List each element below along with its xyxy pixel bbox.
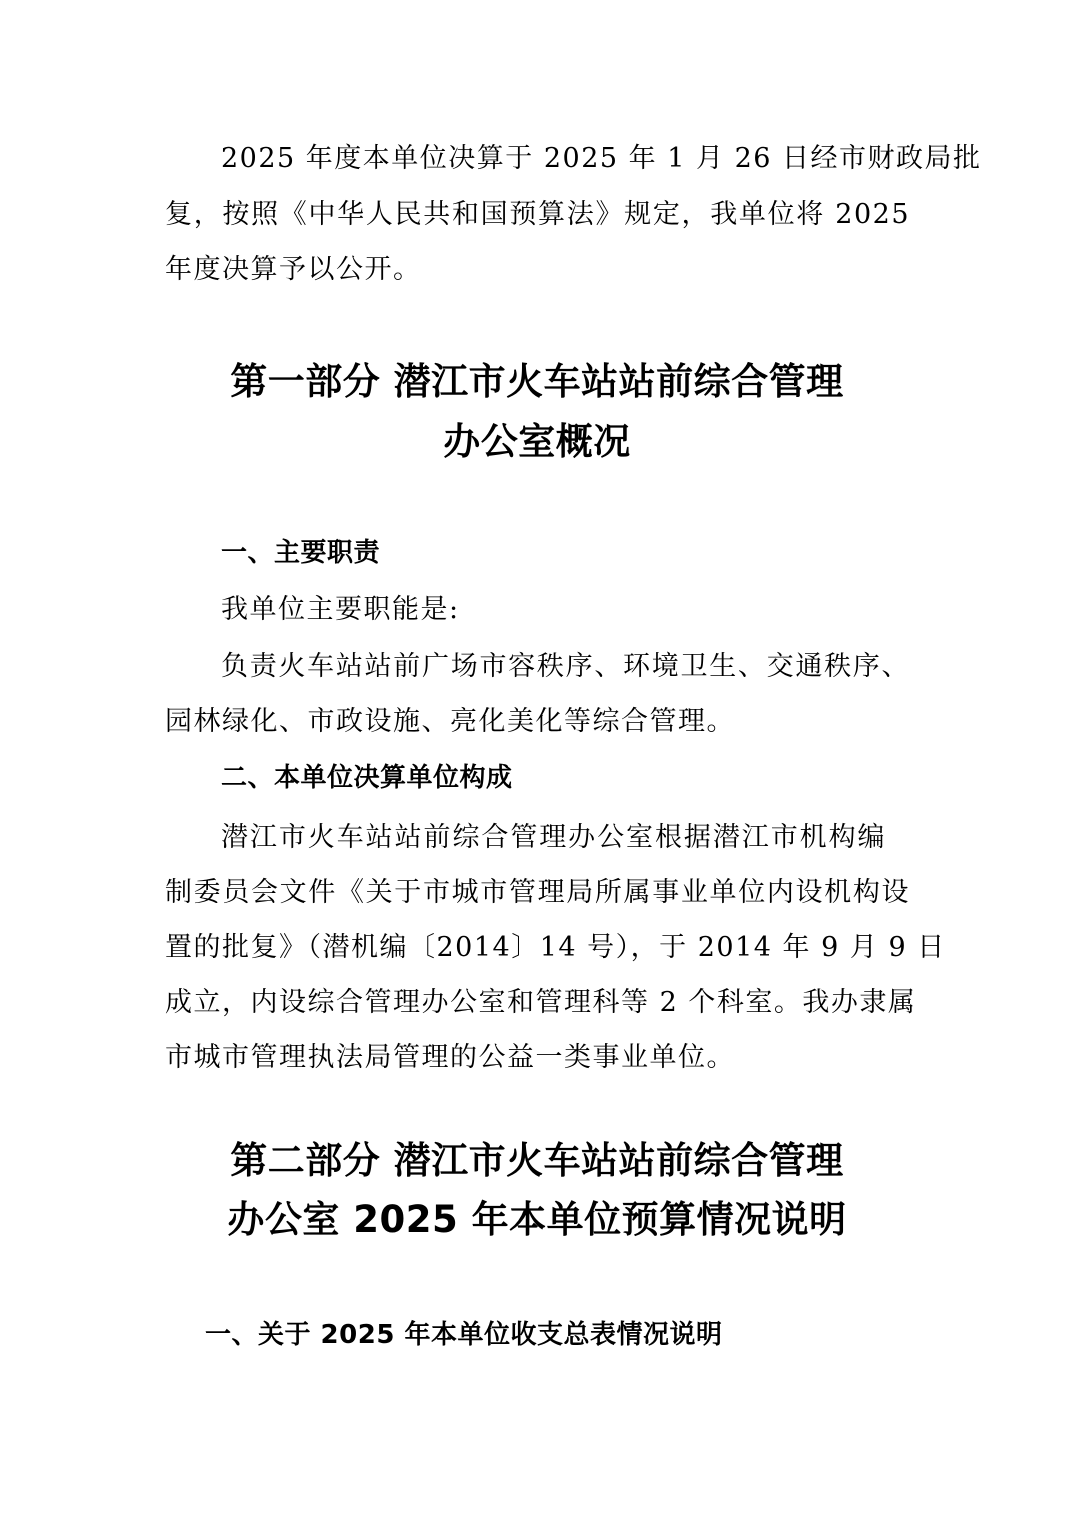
part1-section2-line-5: 市城市管理执法局管理的公益一类事业单位。 [165,1042,735,1073]
intro-line-1: 2025 年度本单位决算于 2025 年 1 月 26 日经市财政局批 [221,143,982,174]
part1-section1-heading: 一、主要职责 [221,538,381,568]
part1-section1-line-2: 负责火车站站前广场市容秩序、环境卫生、交通秩序、 [221,651,910,682]
intro-line-2: 复，按照《中华人民共和国预算法》规定，我单位将 2025 [165,199,910,230]
part2-title-line-2: 办公室 2025 年本单位预算情况说明 [227,1198,847,1241]
part1-section2-line-4: 成立，内设综合管理办公室和管理科等 2 个科室。我办隶属 [165,987,917,1018]
part1-section2-heading: 二、本单位决算单位构成 [221,763,513,793]
part1-title-line-1: 第一部分 潜江市火车站站前综合管理 [230,360,844,403]
part2-section1-heading: 一、关于 2025 年本单位收支总表情况说明 [205,1320,723,1350]
intro-line-3: 年度决算予以公开。 [165,254,422,285]
part2-title-line-1: 第二部分 潜江市火车站站前综合管理 [230,1139,844,1182]
part1-title-line-2: 办公室概况 [443,420,631,463]
part1-section2-line-1: 潜江市火车站站前综合管理办公室根据潜江市机构编 [221,822,886,853]
part1-section1-line-3: 园林绿化、市政设施、亮化美化等综合管理。 [165,706,735,737]
part1-section2-line-2: 制委员会文件《关于市城市管理局所属事业单位内设机构设 [165,877,910,908]
part1-section2-line-3: 置的批复》（潜机编〔2014〕14 号），于 2014 年 9 月 9 日 [165,932,946,963]
part1-section1-line-1: 我单位主要职能是: [221,594,460,625]
